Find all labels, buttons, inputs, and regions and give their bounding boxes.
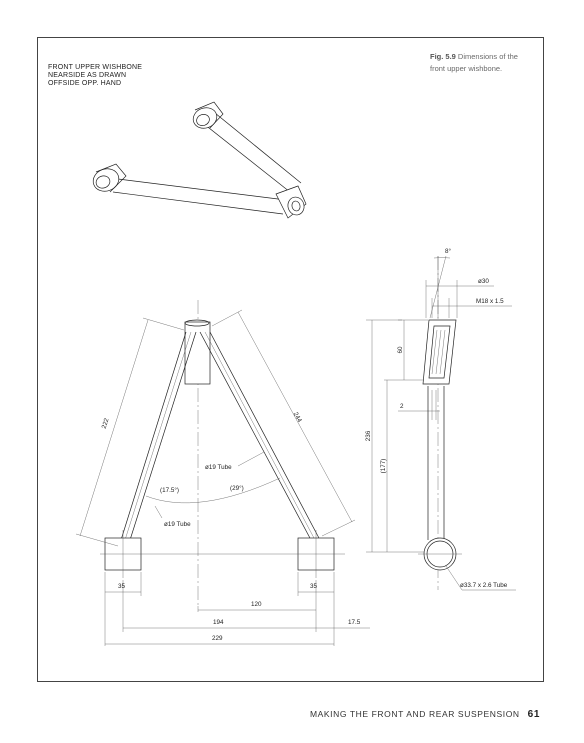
- dim-m18-thread: M18 x 1.5: [476, 298, 504, 305]
- dim-222: 222: [100, 417, 111, 430]
- tube-label-left: ø19 Tube: [164, 521, 191, 528]
- part-note-line: NEARSIDE AS DRAWN: [48, 72, 127, 79]
- dim-d30: ø30: [478, 278, 489, 285]
- dim-229: 229: [212, 635, 223, 642]
- figure-caption-text: Dimensions of the front upper wishbone.: [430, 52, 518, 73]
- dim-60: 60: [397, 346, 404, 354]
- page-footer: [0, 709, 540, 720]
- dim-194: 194: [213, 619, 224, 626]
- dim-120: 120: [251, 601, 262, 608]
- part-note-line: OFFSIDE OPP. HAND: [48, 80, 122, 87]
- section-title: MAKING THE FRONT AND REAR SUSPENSION: [309, 709, 520, 719]
- side-view: [365, 247, 516, 590]
- dim-17-5: 17.5: [348, 619, 361, 626]
- dim-177: (177): [380, 458, 387, 474]
- dim-35-left: 35: [118, 583, 126, 590]
- plan-view: [76, 300, 370, 646]
- tube-label-bottom: ø33.7 x 2.6 Tube: [460, 582, 508, 589]
- isometric-wishbone-view: [90, 102, 306, 218]
- angle-right: (29°): [230, 485, 244, 492]
- dim-2: 2: [400, 403, 404, 410]
- page-number: 61: [527, 709, 540, 720]
- part-note-line: FRONT UPPER WISHBONE: [48, 64, 143, 71]
- dim-244: 244: [291, 411, 303, 424]
- figure-label: Fig. 5.9: [430, 52, 456, 61]
- tube-label-right: ø19 Tube: [205, 464, 232, 471]
- angle-left: (17.5°): [160, 487, 179, 494]
- dim-35-right: 35: [310, 583, 318, 590]
- dim-236: 236: [365, 430, 372, 442]
- dim-8-degrees: 8°: [445, 248, 452, 255]
